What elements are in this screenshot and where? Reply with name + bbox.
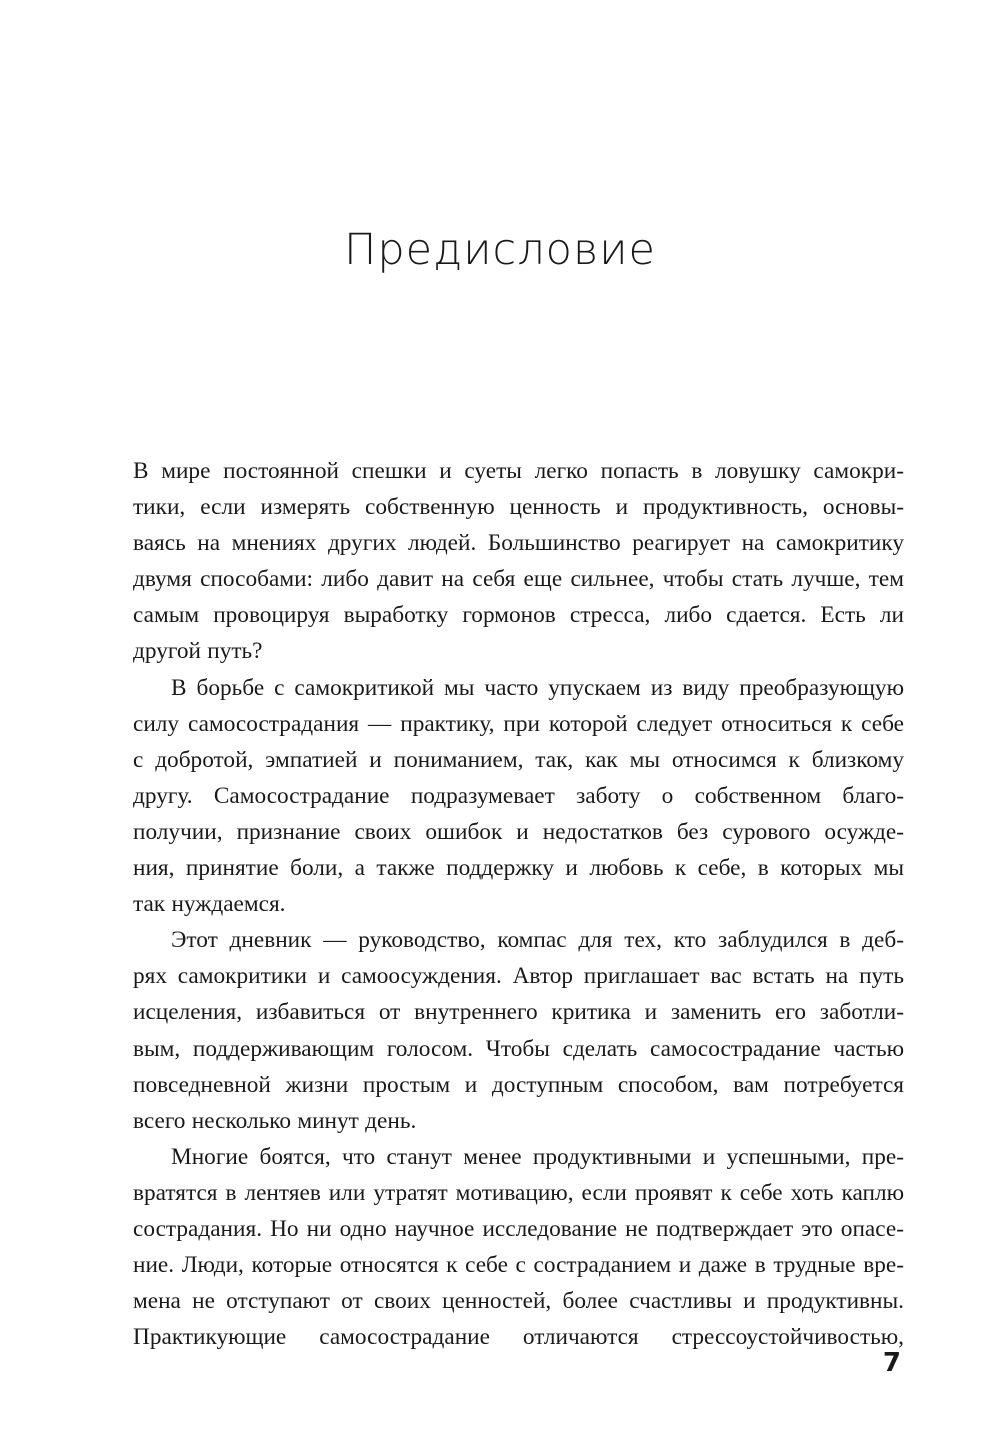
text-line: вым, поддерживающим голосом. Чтобы сделать самосострадание частью xyxy=(133,1035,904,1062)
text-line: сострадания. Но ни одно научное исследование не подтверждает это опасе- xyxy=(133,1215,904,1242)
text-line: получии, признание своих ошибок и недостатков без сурового осужде- xyxy=(133,818,904,845)
text-line: другу. Самосострадание подразумевает заботу о собственном благо- xyxy=(133,782,904,809)
text-line: вратятся в лентяев или утратят мотивацию, если проявят к себе хоть каплю xyxy=(133,1179,904,1206)
text-line: силу самосострадания — практику, при которой следует относиться к себе xyxy=(133,710,904,737)
text-line: всего несколько минут день. xyxy=(133,1107,417,1134)
paragraph-4 xyxy=(133,1139,904,1356)
text-line: рях самокритики и самоосуждения. Автор приглашает вас встать на путь xyxy=(133,963,904,990)
paragraph-1 xyxy=(133,453,904,670)
text-line: самым провоцируя выработку гормонов стресса, либо сдается. Есть ли xyxy=(133,602,904,629)
text-line: Этот дневник — руководство, компас для тех, кто заблудился в деб- xyxy=(171,927,904,954)
text-line: В мире постоянной спешки и суеты легко попасть в ловушку самокри- xyxy=(133,458,904,484)
page-number: 7 xyxy=(882,1348,901,1378)
text-line: мена не отступают от своих ценностей, более счастливы и продуктивны. xyxy=(133,1288,904,1315)
text-line: другой путь? xyxy=(133,638,263,665)
text-line: Практикующие самосострадание отличаются стрессоустойчивостью, xyxy=(133,1324,904,1351)
paragraph-2 xyxy=(133,670,904,923)
text-line: тики, если измерять собственную ценность и продуктивность, основы- xyxy=(133,494,904,521)
text-line: ние. Люди, которые относятся к себе с состраданием и даже в трудные вре- xyxy=(133,1252,904,1279)
chapter-title: Предисловие xyxy=(344,224,656,275)
text-line: Многие боятся, что станут менее продуктивными и успешными, пре- xyxy=(171,1143,904,1170)
text-line: с добротой, эмпатией и пониманием, так, как мы относимся к близкому xyxy=(133,746,904,773)
text-line: так нуждаемся. xyxy=(133,891,286,918)
text-line: исцеления, избавиться от внутреннего критика и заменить его заботли- xyxy=(133,999,904,1026)
paragraph-3 xyxy=(133,922,904,1139)
text-line: ния, принятие боли, а также поддержку и любовь к себе, в которых мы xyxy=(133,855,904,882)
text-line: двумя способами: либо давит на себя еще сильнее, чтобы стать лучше, тем xyxy=(133,566,904,593)
text-line: повседневной жизни простым и доступным способом, вам потребуется xyxy=(133,1071,904,1098)
text-line: ваясь на мнениях других людей. Большинство реагирует на самокритику xyxy=(133,530,904,557)
text-line: В борьбе с самокритикой мы часто упускаем из виду преобразующую xyxy=(171,674,904,701)
body-text xyxy=(133,453,904,1355)
